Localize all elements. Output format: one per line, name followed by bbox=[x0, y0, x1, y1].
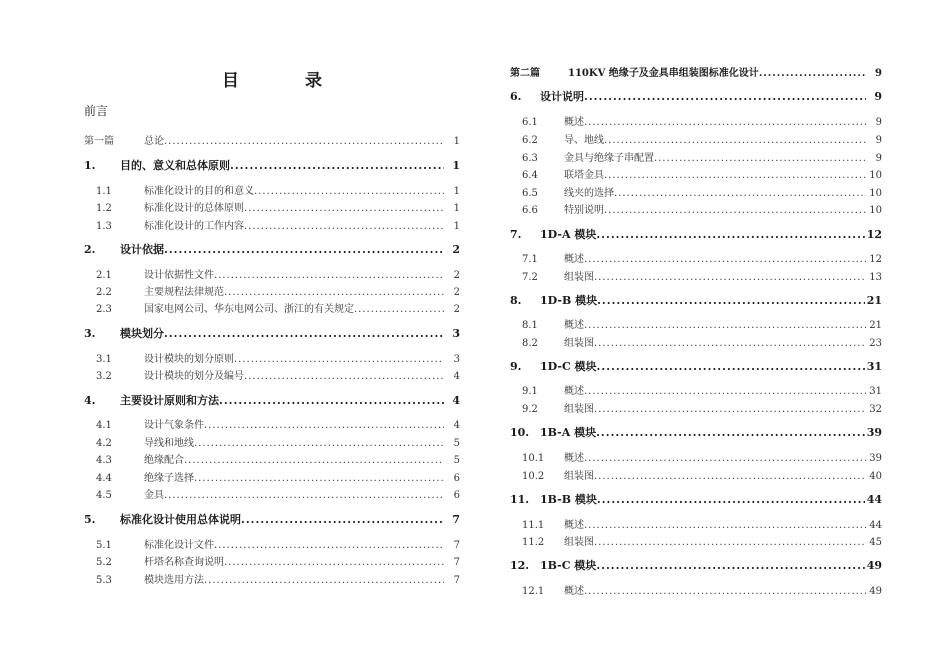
toc-entry-page: 23 bbox=[869, 338, 882, 349]
leader-dots bbox=[584, 586, 866, 597]
toc-entry-page: 49 bbox=[866, 559, 882, 572]
toc-entry-title: 标准化设计的目的和意义 bbox=[144, 186, 254, 197]
toc-entry-title: 组装图 bbox=[564, 272, 594, 283]
toc-entry-sub bbox=[96, 266, 460, 281]
leader-dots bbox=[164, 490, 444, 501]
leader-dots bbox=[224, 557, 444, 568]
toc-entry-number: 1.1 bbox=[96, 186, 112, 197]
toc-entry-number: 2.1 bbox=[96, 270, 112, 281]
leader-dots bbox=[164, 327, 444, 340]
leader-dots bbox=[604, 170, 866, 181]
toc-entry-title: 设计依据 bbox=[120, 243, 164, 256]
toc-entry-title: 1B-A 模块 bbox=[540, 426, 597, 439]
toc-entry-title: 1B-B 模块 bbox=[540, 493, 597, 506]
toc-entry-title: 概述 bbox=[564, 254, 584, 265]
toc-entry-number: 6.3 bbox=[522, 153, 538, 164]
toc-entry-title: 绝缘配合 bbox=[144, 455, 184, 466]
leader-dots bbox=[584, 254, 866, 265]
toc-entry-sub bbox=[522, 113, 882, 128]
leader-dots bbox=[604, 135, 866, 146]
toc-entry-number: 4.5 bbox=[96, 490, 112, 501]
toc-entry-sub bbox=[96, 451, 460, 466]
toc-entry-page: 39 bbox=[866, 426, 882, 439]
leader-dots bbox=[596, 228, 864, 241]
toc-entry-sec bbox=[510, 424, 882, 440]
toc-entry-page: 32 bbox=[869, 404, 882, 415]
leader-dots bbox=[759, 68, 866, 79]
toc-entry-sub bbox=[522, 582, 882, 597]
toc-entry-number: 8. bbox=[510, 294, 522, 307]
toc-entry-page: 5 bbox=[453, 438, 460, 449]
toc-entry-sec bbox=[510, 226, 882, 242]
toc-entry-sub bbox=[96, 434, 460, 449]
toc-entry-title: 概述 bbox=[564, 386, 584, 397]
leader-dots bbox=[604, 205, 866, 216]
toc-entry-page: 31 bbox=[869, 386, 882, 397]
leader-dots bbox=[584, 320, 866, 331]
leader-dots bbox=[654, 153, 866, 164]
toc-entry-page: 5 bbox=[453, 455, 460, 466]
toc-entry-sec bbox=[84, 157, 460, 173]
toc-entry-page: 2 bbox=[453, 304, 460, 315]
toc-entry-sub bbox=[522, 149, 882, 164]
toc-entry-sec bbox=[84, 241, 460, 257]
toc-entry-sub bbox=[96, 367, 460, 382]
toc-entry-sub bbox=[96, 300, 460, 315]
toc-entry-page: 13 bbox=[869, 272, 882, 283]
toc-entry-sec bbox=[84, 511, 460, 527]
toc-entry-page: 9 bbox=[875, 68, 882, 79]
toc-entry-number: 6.5 bbox=[522, 188, 538, 199]
toc-entry-number: 5. bbox=[84, 513, 96, 526]
toc-entry-page: 21 bbox=[866, 294, 882, 307]
toc-entry-number: 4. bbox=[84, 394, 96, 407]
leader-dots bbox=[596, 559, 864, 572]
toc-entry-number: 4.1 bbox=[96, 420, 112, 431]
toc-entry-page: 3 bbox=[453, 354, 460, 365]
leader-dots bbox=[244, 221, 444, 232]
leader-dots bbox=[241, 513, 444, 526]
leader-dots bbox=[224, 287, 444, 298]
leader-dots bbox=[597, 360, 865, 373]
toc-entry-page: 1 bbox=[453, 136, 460, 147]
page-title: 目 录 bbox=[222, 71, 352, 91]
leader-dots bbox=[194, 473, 444, 484]
toc-entry-page: 49 bbox=[869, 586, 882, 597]
toc-entry-title: 杆塔名称查询说明 bbox=[144, 557, 224, 568]
toc-entry-number: 6.6 bbox=[522, 205, 538, 216]
toc-entry-number: 5.3 bbox=[96, 575, 112, 586]
toc-entry-sec bbox=[510, 557, 882, 573]
leader-dots bbox=[214, 270, 444, 281]
toc-entry-number: 7.1 bbox=[522, 254, 538, 265]
toc-entry-page: 2 bbox=[452, 243, 460, 256]
toc-entry-title: 特别说明 bbox=[564, 205, 604, 216]
toc-entry-sub bbox=[96, 553, 460, 568]
toc-entry-number: 3.1 bbox=[96, 354, 112, 365]
toc-entry-sub bbox=[96, 536, 460, 551]
toc-entry-title: 1B-C 模块 bbox=[540, 559, 597, 572]
toc-entry-number: 3.2 bbox=[96, 371, 112, 382]
toc-entry-page: 12 bbox=[866, 228, 882, 241]
toc-entry-page: 21 bbox=[869, 320, 882, 331]
toc-entry-title: 组装图 bbox=[564, 404, 594, 415]
toc-entry-title: 模块选用方法 bbox=[144, 575, 204, 586]
toc-entry-sub bbox=[96, 571, 460, 586]
toc-entry-number: 4.3 bbox=[96, 455, 112, 466]
toc-entry-sub bbox=[522, 334, 882, 349]
toc-entry-number: 第一篇 bbox=[84, 136, 114, 147]
leader-dots bbox=[214, 540, 444, 551]
leader-dots bbox=[234, 354, 444, 365]
toc-entry-number: 12. bbox=[510, 559, 530, 572]
toc-entry-sub bbox=[96, 486, 460, 501]
toc-entry-number: 5.2 bbox=[96, 557, 112, 568]
toc-entry-title: 概述 bbox=[564, 320, 584, 331]
toc-entry-sec bbox=[510, 292, 882, 308]
leader-dots bbox=[184, 455, 444, 466]
leader-dots bbox=[594, 404, 866, 415]
toc-entry-number: 1.2 bbox=[96, 203, 112, 214]
toc-entry-title: 1D-C 模块 bbox=[540, 360, 597, 373]
toc-entry-number: 6.1 bbox=[522, 117, 538, 128]
toc-entry-page: 1 bbox=[453, 186, 460, 197]
toc-entry-page: 9 bbox=[875, 135, 882, 146]
toc-entry-number: 2. bbox=[84, 243, 96, 256]
toc-entry-title: 标准化设计文件 bbox=[144, 540, 214, 551]
toc-entry-page: 7 bbox=[452, 513, 460, 526]
toc-entry-page: 7 bbox=[453, 540, 460, 551]
toc-entry-title: 设计依据性文件 bbox=[144, 270, 214, 281]
toc-entry-title: 设计模块的划分及编号 bbox=[144, 371, 244, 382]
toc-entry-page: 44 bbox=[866, 493, 882, 506]
toc-entry-title: 1D-B 模块 bbox=[540, 294, 598, 307]
toc-entry-page: 10 bbox=[869, 205, 882, 216]
toc-entry-title: 设计说明 bbox=[540, 90, 584, 103]
toc-entry-title: 概述 bbox=[564, 586, 584, 597]
toc-entry-title: 组装图 bbox=[564, 471, 594, 482]
toc-entry-sub bbox=[96, 283, 460, 298]
toc-entry-sub bbox=[96, 199, 460, 214]
toc-entry-number: 10.2 bbox=[522, 471, 545, 482]
toc-entry-page: 1 bbox=[452, 159, 460, 172]
toc-entry-page: 6 bbox=[453, 473, 460, 484]
leader-dots bbox=[254, 186, 444, 197]
toc-entry-page: 2 bbox=[453, 287, 460, 298]
leader-dots bbox=[584, 386, 866, 397]
leader-dots bbox=[204, 420, 444, 431]
toc-entry-number: 8.2 bbox=[522, 338, 538, 349]
toc-entry-sub bbox=[96, 350, 460, 365]
toc-entry-title: 概述 bbox=[564, 520, 584, 531]
toc-entry-number: 11. bbox=[510, 493, 530, 506]
toc-entry-sub bbox=[522, 400, 882, 415]
toc-entry-page: 10 bbox=[869, 170, 882, 181]
toc-entry-number: 4.2 bbox=[96, 438, 112, 449]
toc-entry-page: 4 bbox=[453, 420, 460, 431]
toc-entry-title: 金具 bbox=[144, 490, 164, 501]
toc-entry-title: 联塔金具 bbox=[564, 170, 604, 181]
leader-dots bbox=[219, 394, 444, 407]
leader-dots bbox=[614, 188, 866, 199]
toc-entry-number: 12.1 bbox=[522, 586, 545, 597]
toc-entry-number: 1. bbox=[84, 159, 96, 172]
toc-entry-number: 6. bbox=[510, 90, 522, 103]
toc-entry-number: 11.2 bbox=[522, 537, 545, 548]
toc-entry-title: 标准化设计的总体原则 bbox=[144, 203, 244, 214]
toc-entry-sub bbox=[522, 201, 882, 216]
toc-entry-number: 8.1 bbox=[522, 320, 538, 331]
toc-entry-sub bbox=[522, 449, 882, 464]
toc-entry-number: 7.2 bbox=[522, 272, 538, 283]
toc-entry-sub bbox=[522, 268, 882, 283]
toc-entry-sub bbox=[522, 166, 882, 181]
leader-dots bbox=[594, 272, 866, 283]
toc-entry-number: 11.1 bbox=[522, 520, 545, 531]
toc-entry-title: 主要设计原则和方法 bbox=[120, 394, 219, 407]
toc-entry-sub bbox=[522, 516, 882, 531]
toc-entry-page: 9 bbox=[875, 117, 882, 128]
leader-dots bbox=[164, 243, 444, 256]
toc-entry-title: 概述 bbox=[564, 117, 584, 128]
toc-entry-sub bbox=[522, 250, 882, 265]
toc-entry-number: 2.2 bbox=[96, 287, 112, 298]
toc-entry-title: 组装图 bbox=[564, 537, 594, 548]
preface-heading: 前言 bbox=[84, 104, 109, 118]
toc-entry-number: 7. bbox=[510, 228, 522, 241]
toc-entry-title: 金具与绝缘子串配置 bbox=[564, 153, 654, 164]
toc-entry-title: 组装图 bbox=[564, 338, 594, 349]
toc-entry-title: 110KV 绝缘子及金具串组装图标准化设计 bbox=[568, 68, 759, 79]
toc-entry-page: 44 bbox=[869, 520, 882, 531]
toc-entry-number: 3. bbox=[84, 327, 96, 340]
toc-entry-part bbox=[510, 64, 882, 79]
toc-entry-number: 4.4 bbox=[96, 473, 112, 484]
leader-dots bbox=[230, 159, 444, 172]
toc-entry-sub bbox=[522, 382, 882, 397]
toc-entry-page: 4 bbox=[452, 394, 460, 407]
toc-entry-sub bbox=[522, 184, 882, 199]
toc-entry-page: 12 bbox=[869, 254, 882, 265]
toc-entry-page: 1 bbox=[453, 221, 460, 232]
leader-dots bbox=[584, 453, 866, 464]
toc-entry-number: 9. bbox=[510, 360, 522, 373]
toc-entry-sub bbox=[522, 131, 882, 146]
toc-entry-page: 7 bbox=[453, 557, 460, 568]
leader-dots bbox=[584, 520, 866, 531]
leader-dots bbox=[194, 438, 444, 449]
toc-entry-page: 10 bbox=[869, 188, 882, 199]
toc-entry-title: 目的、意义和总体原则 bbox=[120, 159, 230, 172]
toc-entry-page: 9 bbox=[875, 153, 882, 164]
toc-entry-sub bbox=[96, 217, 460, 232]
toc-entry-title: 绝缘子选择 bbox=[144, 473, 194, 484]
toc-entry-number: 2.3 bbox=[96, 304, 112, 315]
leader-dots bbox=[594, 338, 866, 349]
toc-entry-title: 概述 bbox=[564, 453, 584, 464]
toc-entry-page: 6 bbox=[453, 490, 460, 501]
leader-dots bbox=[584, 117, 866, 128]
toc-entry-page: 7 bbox=[453, 575, 460, 586]
toc-entry-title: 设计模块的划分原则 bbox=[144, 354, 234, 365]
toc-entry-sec bbox=[510, 491, 882, 507]
leader-dots bbox=[596, 426, 865, 439]
toc-entry-sub bbox=[522, 316, 882, 331]
toc-entry-title: 标准化设计使用总体说明 bbox=[120, 513, 241, 526]
toc-entry-number: 10.1 bbox=[522, 453, 545, 464]
toc-entry-page: 1 bbox=[453, 203, 460, 214]
toc-entry-sec bbox=[510, 88, 882, 104]
leader-dots bbox=[244, 203, 444, 214]
toc-entry-page: 9 bbox=[874, 90, 882, 103]
leader-dots bbox=[354, 304, 444, 315]
toc-entry-page: 4 bbox=[453, 371, 460, 382]
toc-entry-title: 主要规程法律规范 bbox=[144, 287, 224, 298]
toc-entry-number: 9.1 bbox=[522, 386, 538, 397]
toc-entry-part bbox=[84, 132, 460, 147]
toc-entry-page: 2 bbox=[453, 270, 460, 281]
toc-entry-number: 6.4 bbox=[522, 170, 538, 181]
toc-entry-number: 5.1 bbox=[96, 540, 112, 551]
toc-entry-title: 设计气象条件 bbox=[144, 420, 204, 431]
toc-entry-page: 3 bbox=[452, 327, 460, 340]
leader-dots bbox=[584, 90, 866, 103]
toc-entry-number: 9.2 bbox=[522, 404, 538, 415]
toc-entry-title: 线夹的选择 bbox=[564, 188, 614, 199]
toc-entry-sec bbox=[84, 392, 460, 408]
toc-entry-title: 总论 bbox=[144, 136, 164, 147]
toc-entry-page: 31 bbox=[866, 360, 882, 373]
toc-entry-sub bbox=[522, 467, 882, 482]
leader-dots bbox=[594, 537, 866, 548]
toc-entry-page: 40 bbox=[869, 471, 882, 482]
toc-entry-sec bbox=[510, 358, 882, 374]
toc-entry-number: 6.2 bbox=[522, 135, 538, 146]
toc-entry-number: 1.3 bbox=[96, 221, 112, 232]
leader-dots bbox=[594, 471, 866, 482]
toc-entry-sub bbox=[96, 182, 460, 197]
leader-dots bbox=[597, 294, 865, 307]
toc-entry-sub bbox=[522, 533, 882, 548]
toc-entry-page: 45 bbox=[869, 537, 882, 548]
toc-entry-title: 导、地线 bbox=[564, 135, 604, 146]
toc-entry-number: 10. bbox=[510, 426, 530, 439]
toc-entry-title: 标准化设计的工作内容 bbox=[144, 221, 244, 232]
toc-entry-page: 39 bbox=[869, 453, 882, 464]
leader-dots bbox=[244, 371, 444, 382]
leader-dots bbox=[597, 493, 865, 506]
toc-entry-title: 模块划分 bbox=[120, 327, 164, 340]
toc-entry-number: 第二篇 bbox=[510, 68, 540, 79]
toc-entry-title: 1D-A 模块 bbox=[540, 228, 597, 241]
leader-dots bbox=[164, 136, 444, 147]
toc-entry-sub bbox=[96, 469, 460, 484]
toc-entry-title: 导线和地线 bbox=[144, 438, 194, 449]
toc-entry-sub bbox=[96, 416, 460, 431]
leader-dots bbox=[204, 575, 444, 586]
toc-entry-sec bbox=[84, 325, 460, 341]
toc-entry-title: 国家电网公司、华东电网公司、浙江的有关规定 bbox=[144, 304, 354, 315]
